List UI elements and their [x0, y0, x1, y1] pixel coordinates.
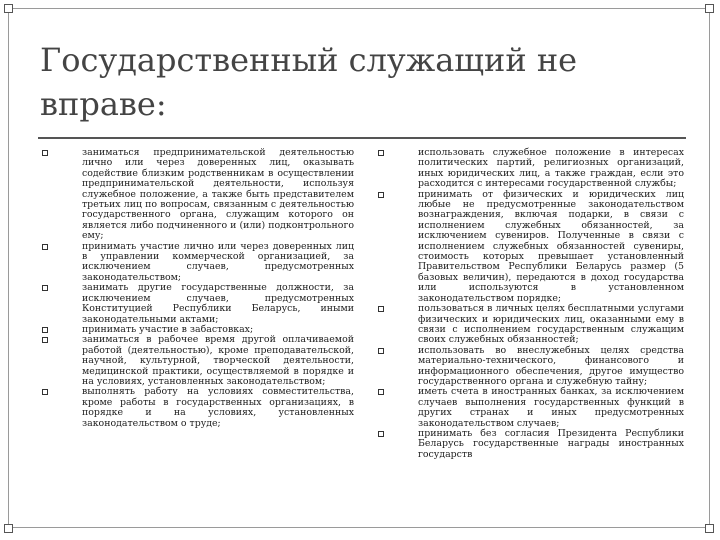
list-item-text: заниматься предпринимательской деятельностью лично или через доверенных лиц, оказывать содействие близким родственникам в осуществлении предпринимательской деятельности, используя служебное положение, а также быть представителем третьих лиц по вопросам, связанным с деятельностью государственного органа, служащим которого он является либо подчиненного и (или) подконтрольного ему;	[82, 147, 354, 242]
slide-title: Государственный служащий не вправе:	[40, 41, 578, 123]
square-bullet-icon	[378, 389, 384, 395]
list-item-text: использовать во внеслужебных целях средства материально-технического, финансового и информационного обеспечения, другое имущество государственного органа и служебную тайну;	[418, 344, 684, 387]
square-bullet-icon	[378, 431, 384, 437]
list-item-text: заниматься в рабочее время другой оплачиваемой работой (деятельностью), кроме преподавательской, научной, культурной, творческой деятельности, медицинской практики, осуществляемой в порядке и на условиях, установленных законодательством;	[82, 334, 354, 387]
square-bullet-icon	[42, 389, 48, 395]
list-item-text: принимать участие в забастовках;	[82, 323, 254, 335]
list-item	[42, 283, 354, 325]
corner-marker-top-right	[705, 4, 714, 13]
list-item	[378, 190, 684, 304]
list-item-text: принимать без согласия Президента Республики Беларусь государственные награды иностранных государств	[418, 427, 684, 460]
square-bullet-icon	[42, 150, 48, 156]
square-bullet-icon	[42, 285, 48, 291]
list-item-text: принимать участие лично или через доверенных лиц в управлении коммерческой организацией, за исключением случаев, предусмотренных законодательством;	[82, 240, 354, 283]
list-item	[378, 387, 684, 429]
list-item-text: занимать другие государственные должности, за исключением случаев, предусмотренных Конституцией Республики Беларусь, иными законодательными актами;	[82, 282, 354, 325]
corner-marker-bottom-right	[705, 524, 714, 533]
corner-marker-bottom-left	[4, 524, 13, 533]
list-item	[42, 335, 354, 387]
list-item	[42, 148, 354, 242]
list-item	[378, 346, 684, 388]
corner-marker-top-left	[4, 4, 13, 13]
square-bullet-icon	[42, 337, 48, 343]
square-bullet-icon	[378, 150, 384, 156]
list-item	[42, 387, 354, 429]
list-item	[378, 148, 684, 190]
square-bullet-icon	[42, 244, 48, 250]
list-item-text: принимать от физических и юридических лиц любые не предусмотренные законодательством вознаграждения, включая подарки, в связи с исполнением служебных обязанностей, за исключением сувениров. Полученные в связи с исполнением служебных обязанностей сувениры, стоимость которых превышает установленный Правительством Республики Беларусь размер (5 базовых величин), передаются в доход государства или используются в установленном законодательством порядке;	[418, 188, 684, 304]
list-item-text: пользоваться в личных целях бесплатными услугами физических и юридических лиц, оказанными ему в связи с исполнением государственным служащим своих служебных обязанностей;	[418, 303, 684, 346]
title-divider	[38, 137, 686, 139]
right-column-list	[378, 148, 684, 460]
list-item-text: использовать служебное положение в интересах политических партий, религиозных организаций, иных юридических лиц, а также граждан, если это расходится с интересами государственной службы;	[418, 147, 684, 190]
list-item-text: выполнять работу на условиях совместительства, кроме работы в государственных организациях, в порядке и на условиях, установленных законодательством о труде;	[82, 386, 354, 429]
list-item	[378, 429, 684, 460]
list-item-text: иметь счета в иностранных банках, за исключением случаев выполнения государственных функций в других странах и иных предусмотренных законодательством случаев;	[418, 386, 684, 429]
square-bullet-icon	[42, 327, 48, 333]
list-item	[378, 304, 684, 346]
square-bullet-icon	[378, 306, 384, 312]
left-column-list	[42, 148, 354, 429]
square-bullet-icon	[378, 348, 384, 354]
square-bullet-icon	[378, 192, 384, 198]
list-item	[42, 242, 354, 284]
